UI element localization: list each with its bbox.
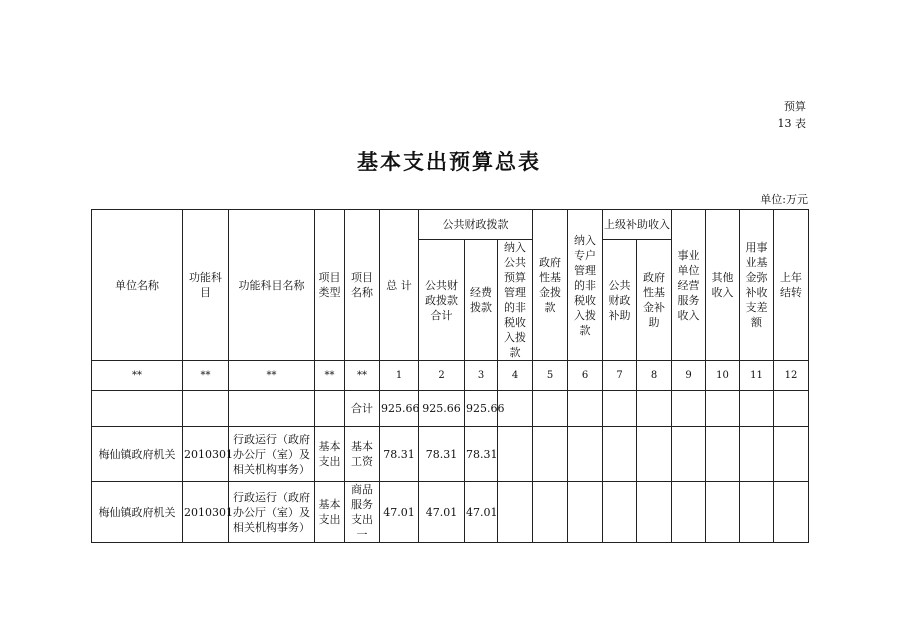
index-cell: 10 — [706, 361, 740, 391]
table-row — [92, 482, 809, 543]
row-type: 基本支出 — [315, 427, 345, 482]
header-carryover: 上年结转 — [774, 210, 809, 361]
unit-label: 单位:万元 — [760, 193, 808, 206]
page-title: 基本支出预算总表 — [357, 149, 541, 174]
row-func-name: 行政运行（政府办公厅（室）及相关机构事务） — [229, 427, 315, 482]
row-total: 78.31 — [380, 427, 419, 482]
header-proj-name: 项目名称 — [345, 210, 380, 361]
header-gov-fund: 政府性基金拨款 — [533, 210, 568, 361]
header-funding: 经费拨款 — [465, 240, 498, 361]
index-cell: 4 — [498, 361, 533, 391]
index-cell: 3 — [465, 361, 498, 391]
row-code: 2010301 — [183, 482, 229, 543]
summary-label: 合计 — [345, 391, 380, 427]
index-cell: 1 — [380, 361, 419, 391]
row-code: 2010301 — [183, 427, 229, 482]
index-cell: 2 — [419, 361, 465, 391]
header-public-total: 公共财政拨款合计 — [419, 240, 465, 361]
header-public-group: 公共财政拨款 — [419, 210, 533, 240]
index-cell: 11 — [740, 361, 774, 391]
header-upper-fund: 政府性基金补助 — [637, 240, 672, 361]
row-unit: 梅仙镇政府机关 — [92, 482, 183, 543]
index-cell: ** — [315, 361, 345, 391]
header-business: 事业单位经营服务收入 — [672, 210, 706, 361]
header-unit-name: 单位名称 — [92, 210, 183, 361]
header-func-name: 功能科目名称 — [229, 210, 315, 361]
budget-table — [91, 209, 809, 543]
table-number-label: 13 表 — [777, 117, 806, 130]
table-row — [92, 427, 809, 482]
row-public-total: 47.01 — [419, 482, 465, 543]
header-func-code: 功能科目 — [183, 210, 229, 361]
index-cell: ** — [345, 361, 380, 391]
index-row — [92, 361, 809, 391]
header-total: 总 计 — [380, 210, 419, 361]
summary-total: 925.66 — [380, 391, 419, 427]
index-cell: 6 — [568, 361, 603, 391]
summary-public-total: 925.66 — [419, 391, 465, 427]
index-cell: 9 — [672, 361, 706, 391]
summary-funding: 925.66 — [465, 391, 498, 427]
row-name: 商品服务支出一 — [345, 482, 380, 543]
header-fund-cover: 用事业基金弥补收支差额 — [740, 210, 774, 361]
header-row-1 — [92, 210, 809, 240]
header-special-nontax: 纳入专户管理的非税收入拨款 — [568, 210, 603, 361]
row-name: 基本工资 — [345, 427, 380, 482]
row-type: 基本支出 — [315, 482, 345, 543]
index-cell: 5 — [533, 361, 568, 391]
header-proj-type: 项目类型 — [315, 210, 345, 361]
index-cell: ** — [229, 361, 315, 391]
header-upper-group: 上级补助收入 — [603, 210, 672, 240]
row-func-name: 行政运行（政府办公厅（室）及相关机构事务） — [229, 482, 315, 543]
table-code-label: 预算 — [784, 100, 806, 113]
index-cell: ** — [92, 361, 183, 391]
header-other: 其他收入 — [706, 210, 740, 361]
row-funding: 78.31 — [465, 427, 498, 482]
header-upper-public: 公共财政补助 — [603, 240, 637, 361]
summary-row — [92, 391, 809, 427]
row-funding: 47.01 — [465, 482, 498, 543]
index-cell: 12 — [774, 361, 809, 391]
row-total: 47.01 — [380, 482, 419, 543]
row-unit: 梅仙镇政府机关 — [92, 427, 183, 482]
index-cell: 8 — [637, 361, 672, 391]
index-cell: 7 — [603, 361, 637, 391]
row-public-total: 78.31 — [419, 427, 465, 482]
index-cell: ** — [183, 361, 229, 391]
header-nontax: 纳入公共预算管理的非税收入拨款 — [498, 240, 533, 361]
